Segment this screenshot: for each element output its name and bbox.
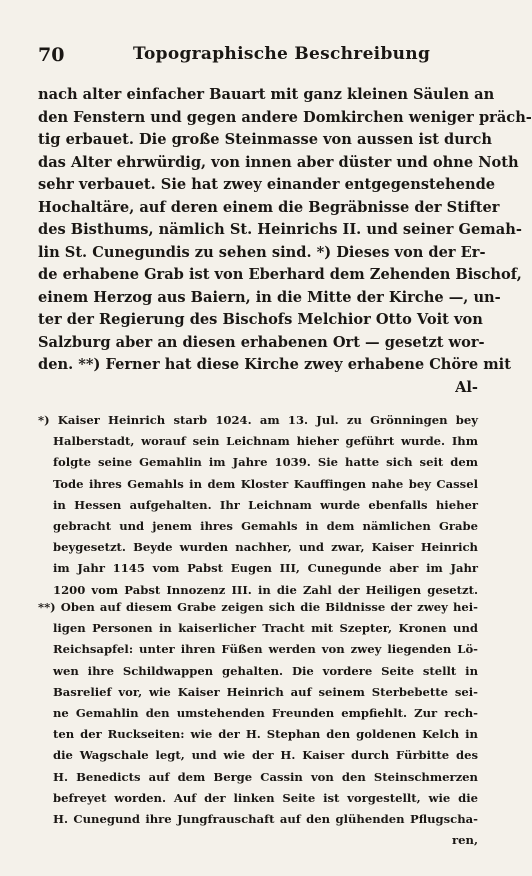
footnote-line: Reichsapfel: unter ihren Füßen werden von zwey liegenden Lö- [53,642,478,657]
main-text-line: nach alter einfacher Bauart mit ganz kleinen Säulen an [38,86,495,103]
footnote-line: **) Oben auf diesem Grabe zeigen sich die Bildnisse der zwey hei- [38,600,478,614]
footnote-line: in Hessen aufgehalten. Ihr Leichnam wurde ebenfalls hieher [53,497,478,512]
main-text-block [38,84,532,399]
main-text-line: de erhabene Grab ist von Eberhard dem Zehenden Bischof, [38,266,522,283]
footnote-line: *) Kaiser Heinrich starb 1024. am 13. Jul. zu Grönningen bey [38,413,478,427]
page-number: 70 [38,44,65,66]
footnote-line: ligen Personen in kaiserlicher Tracht mit Szepter, Kronen und [53,621,478,636]
footnote-line: ten der Ruckseiten: wie der H. Stephan den goldenen Kelch in [53,727,478,742]
footnote-line: folgte seine Gemahlin im Jahre 1039. Sie hatte sich seit dem [53,455,478,470]
footnote-line: befreyet worden. Auf der linken Seite ist vorgestellt, wie die [53,790,478,805]
footnote-line: wen ihre Schildwappen gehalten. Die vordere Seite stellt in [53,663,478,678]
footnote-line: H. Cunegund ihre Jungfrauschaft auf den glühenden Pflugscha- [53,811,478,826]
main-text-line: sehr verbauet. Sie hat zwey einander entgegenstehende [38,176,496,193]
main-text-line: ter der Regierung des Bischofs Melchior Otto Voit von [38,311,483,328]
footnote-catchword: ren, [452,833,478,848]
main-text-line: des Bisthums, nämlich St. Heinrichs II. und seiner Gemah- [38,221,522,238]
main-text-line: Salzburg aber an diesen erhabenen Ort — gesetzt wor- [38,333,485,351]
footnote-line: H. Benedicts auf dem Berge Cassin von den Steinschmerzen [53,769,478,784]
footnote-line: Basrelief vor, wie Kaiser Heinrich auf seinem Sterbebette sei- [53,684,478,699]
footnote-line: 1200 vom Pabst Innozenz III. in die Zahl der Heiligen gesetzt. [53,582,478,597]
main-text-line: lin St. Cunegundis zu sehen sind. *) Dieses von der Er- [38,243,486,261]
main-text-line: den. **) Ferner hat diese Kirche zwey erhabene Chöre mit [38,356,511,373]
footnote-line: Halberstadt, worauf sein Leichnam hieher geführt wurde. Ihm [53,434,478,449]
footnote-line: Tode ihres Gemahls in dem Kloster Kauffingen nahe bey Cassel [53,476,478,491]
running-title: Topographische Beschreibung [133,44,431,64]
footnote-line: gebracht und jenem ihres Gemahls in dem nämlichen Grabe [53,518,478,533]
main-text-line: den Fenstern und gegen andere Domkirchen weniger präch- [38,108,532,126]
footnote-line: beygesetzt. Beyde wurden nachher, und zwar, Kaiser Heinrich [53,540,478,555]
page-header [38,44,478,68]
main-text-line: einem Herzog aus Baiern, in die Mitte der Kirche —, un- [38,288,501,306]
main-text-line: tig erbauet. Die große Steinmasse von aussen ist durch [38,131,493,148]
main-text-line: das Alter ehrwürdig, von innen aber düster und ohne Noth [38,153,519,171]
catchword: Al- [455,378,478,396]
footnote-1 [38,410,478,601]
footnote-line: ne Gemahlin den umstehenden Freunden empfiehlt. Zur rech- [53,705,478,720]
footnote-line: im Jahr 1145 vom Pabst Eugen III, Cunegunde aber im Jahr [53,561,478,576]
main-text-line: Hochaltäre, auf deren einem die Begräbnisse der Stifter [38,198,500,216]
footnote-line: die Wagschale legt, und wie der H. Kaiser durch Fürbitte des [53,748,478,763]
footnote-2 [38,597,478,851]
